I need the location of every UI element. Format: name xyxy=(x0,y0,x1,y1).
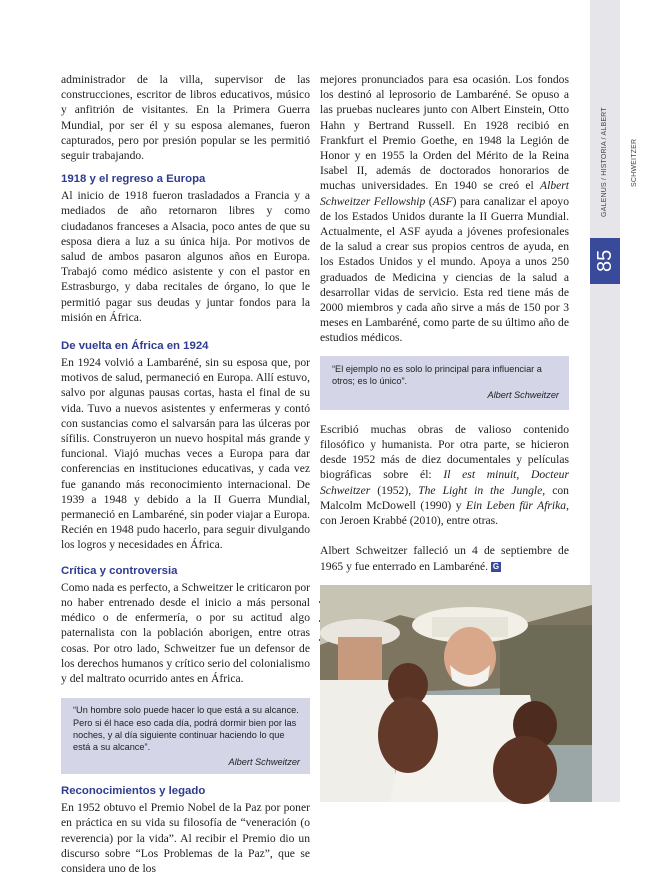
asf-abbr: ASF xyxy=(432,194,453,208)
running-head: GALENUS / HISTORIA / ALBERT SCHWEITZER xyxy=(601,107,638,218)
film-title: The Light in the Jungle xyxy=(418,483,543,497)
quote-text: “El ejemplo no es solo lo principal para influenciar a otros; es lo único”. xyxy=(332,363,542,387)
paragraph-obras xyxy=(320,422,569,528)
text-fragment: ( xyxy=(425,194,433,208)
photo-illustration xyxy=(320,585,592,802)
end-mark-icon: G xyxy=(492,561,500,571)
left-column xyxy=(61,72,310,876)
photo-schweitzer-with-children xyxy=(320,585,592,802)
film-title: Ein Leben für Afrika xyxy=(465,498,567,512)
page-number: 85 xyxy=(594,249,616,273)
paragraph-final xyxy=(320,543,569,573)
page-number-box xyxy=(590,238,620,284)
paragraph-vuelta-africa: En 1924 volvió a Lambaréné, sin su esposa que, por motivos de salud, permaneció en Europa. Allí estuvo, salvo por algunas pausas cortas, hasta el final de su vida. Tuvo a nuevos asistentes y enfermeras y contó con sustancias como el salvarsán para las úlceras por sífilis. Construyeron un nuevo hospital más grande y funcional. Viajó muchas veces a Europa para dar conferencias en instituciones educativas, y cada vez fue ganando más reconocimiento internacional. De 1939 a 1948 y debido a la II Guerra Mundial, permaneció en Lambaréné, sin poder viajar a Europa. Recién en 1948 pudo hacerlo, para seguir divulgando los logros y necesidades en África. xyxy=(61,356,310,552)
heading-1918: 1918 y el regreso a Europa xyxy=(61,173,206,186)
quote-author: Albert Schweitzer xyxy=(487,390,559,401)
pull-quote-right xyxy=(320,356,569,410)
right-column xyxy=(320,72,569,664)
text-fragment: , con Jeroen Krabbé (2010), entre otras. xyxy=(320,498,569,528)
paragraph-critica: Como nada es perfecto, a Schweitzer le criticaron por no haber entrenado desde el inicio a más personal médico o de enfermería, o por su actitud algo paternalista con la población aborigen, entre otras cosas. Por otro lado, Schweitzer fue un defensor de los derechos humanos y crítico serio del colonialismo y del maltrato ocurrido antes en África. xyxy=(61,580,310,685)
paragraph-reconocimientos: En 1952 obtuvo el Premio Nobel de la Paz por poner en práctica en su vida su filosofía de “veneración (o reverencia) por la vida”. Al recibir el Premio dio un discurso sobre “Los Problemas de la Paz”, que se considera uno de los xyxy=(61,801,310,875)
quote-text: “Un hombre solo puede hacer lo que está a su alcance. Pero si él hace eso cada día, podrá dormir bien por las noches, y al día siguiente continuar haciendo lo que está a su alcance”. xyxy=(73,705,299,753)
heading-reconocimientos: Reconocimientos y legado xyxy=(61,785,206,798)
film-title: Il est minuit, Docteur Schweitzer xyxy=(320,468,569,497)
text-fragment: (1952), xyxy=(370,483,419,497)
text-final: Albert Schweitzer falleció un 4 de septiembre de 1965 y fue enterrado en Lambaréné. xyxy=(320,544,569,573)
heading-vuelta-africa: De vuelta en África en 1924 xyxy=(61,340,209,353)
text-fragment: , con Malcolm McDowell (1990) y xyxy=(320,483,569,512)
pull-quote-left xyxy=(61,698,310,774)
paragraph-continuation xyxy=(320,72,569,346)
paragraph-intro: administrador de la villa, supervisor de las construcciones, escritor de libros educativos, músico y anfitrión de visitantes. En la Primera Guerra Mundial, por ser él y su esposa alemanes, fueron capturados, pero por presión popular se les permitió seguir trabajando. xyxy=(61,73,310,163)
quote-author: Albert Schweitzer xyxy=(228,756,300,767)
paragraph-1918: Al inicio de 1918 fueron trasladados a Francia y a mediados de año retornaron libres y como ciudadanos franceses a Alsacia, poco antes de que su esposa diera a luz a su única hija. Por motivos de salud de ambos pasaron algunos años en Europa. Trabajó como médico asistente y con el pastor en Estrasburgo, y daba recitales de órgano, lo que le permitió pagar sus deudas y juntar fondos para la misión en África. xyxy=(61,189,310,324)
text-fragment: Escribió muchas obras de valioso contenido filosófico y humanista. Por otra parte, se hicieron desde 1952 más de diez documentales y películas biográficas sobre él: xyxy=(320,422,569,482)
asf-name: Albert Schweitzer Fellowship xyxy=(320,179,569,208)
text-fragment: ) para canalizar el apoyo de los Estados Unidos durante la II Guerra Mundial. Actualmente, el ASF ayuda a jóvenes profesionales de la salud a crear sus propios centros de ayuda, en los Estados Unidos y el mundo. Apoya a unos 250 graduados de Medicina y ciencias de la salud a desarrollar vidas de servicio. Esta red tiene más de 2000 miembros y cada año sirve a más de 150 por 3 meses en Lambaréné, como parte de su último año de estudios médicos. xyxy=(320,194,570,345)
heading-critica: Crítica y controversia xyxy=(61,564,178,577)
text-continuation: mejores pronunciados para esa ocasión. Los fondos los destinó al leprosorio de Lambaréné. Se opuso a las pruebas nucleares junto con Albert Einstein, Otto Hahn y Bertrand Russell. En 1928 recibió en Frankfurt el Premio Goethe, en 1948 la Legión de Honor y en 1955 la Orden del Mérito de la Reina Isabel II, además de doctorados honorarios de muchas universidades. En 1940 se creó el xyxy=(320,73,569,193)
